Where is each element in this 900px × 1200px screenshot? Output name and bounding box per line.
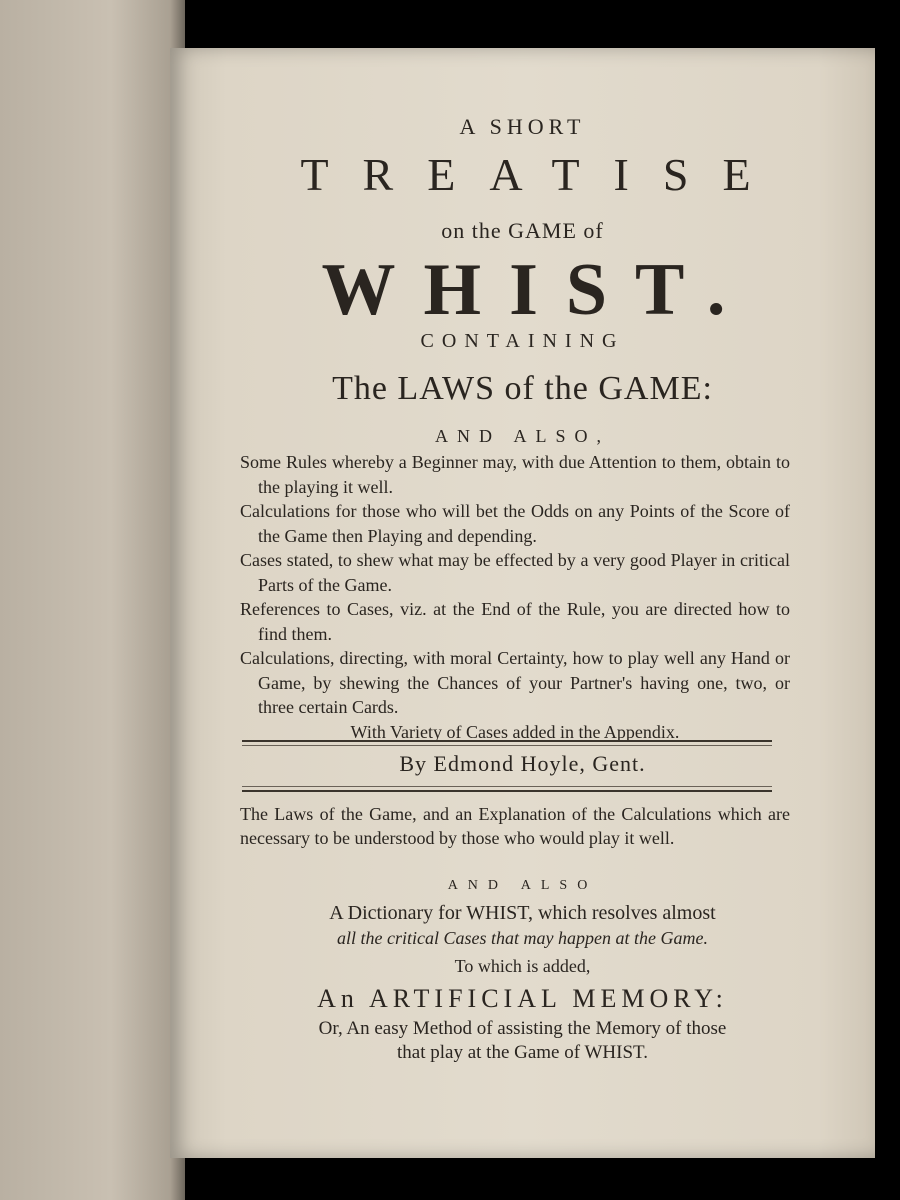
author-line: By Edmond Hoyle, Gent. [399,751,646,776]
contents-item-calculations: Calculations for those who will bet the Odds on any Points of the Score of the Game then Playing and depending. [240,501,790,546]
divider-bottom [242,790,772,792]
method-line-2: that play at the Game of WHIST. [397,1042,648,1063]
contents-item-references: References to Cases, viz. at the End of the Rule, you are directed how to find them. [240,599,790,644]
title-page [170,48,875,1158]
title-line-whist: WHIST. [321,249,754,331]
title-line-and-also: AND ALSO, [434,426,610,446]
dictionary-line: A Dictionary for WHIST, which resolves almost [329,902,716,924]
title-line-on-game: on the GAME of [441,218,604,243]
method-line-1: Or, An easy Method of assisting the Memory of those [318,1018,727,1039]
title-line-treatise: TREATISE [300,149,785,200]
artificial-memory-line: An ARTIFICIAL MEMORY: [317,984,728,1013]
contents-item-rules: Some Rules whereby a Beginner may, with due Attention to them, obtain to the playing it well. [240,452,790,497]
contents-item-appendix: With Variety of Cases added in the Appendix. [350,721,680,742]
and-also-line: AND ALSO [447,878,598,893]
title-line-a-short: A SHORT [459,114,586,139]
laws-paragraph: The Laws of the Game, and an Explanation of the Calculations which are necessary to be understood by those who would play it well. [240,804,790,848]
divider-top [242,740,772,742]
dictionary-italic-line: all the critical Cases that may happen at the Game. [337,928,708,948]
title-line-containing: CONTAINING [420,330,625,352]
contents-item-calculations-chances: Calculations, directing, with moral Certainty, how to play well any Hand or Game, by shewing the Chances of your Partner's having one, two, or three certain Cards. [240,648,790,717]
divider-bottom-thin [242,786,772,787]
contents-item-cases: Cases stated, to shew what may be effected by a very good Player in critical Parts of the Game. [240,550,790,595]
added-line: To which is added, [454,956,591,976]
contents-list [240,450,790,744]
facing-page [0,0,185,1200]
title-line-laws: The LAWS of the GAME: [332,370,713,407]
divider-top-thin [242,745,772,746]
